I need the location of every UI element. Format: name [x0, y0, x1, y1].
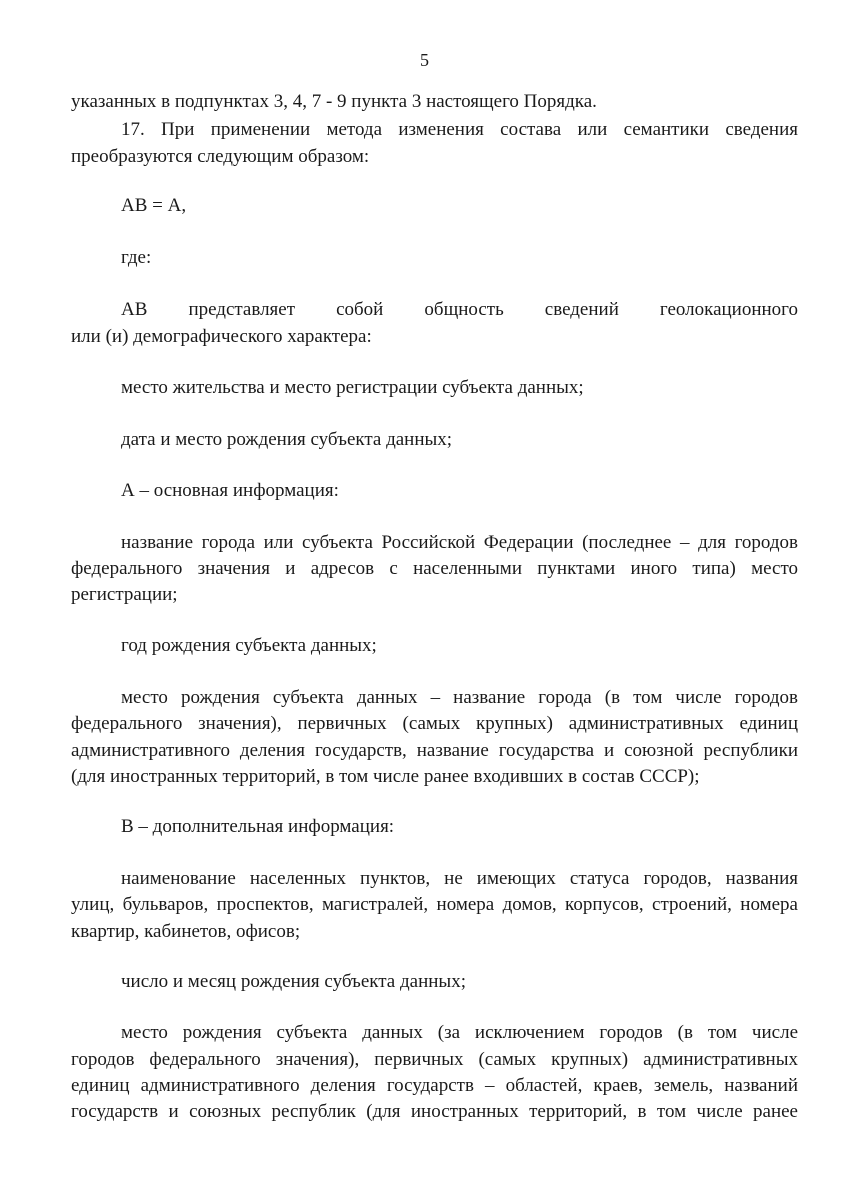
page-number: 5 [420, 50, 429, 70]
text-line: квартир, кабинетов, офисов; [71, 921, 301, 942]
text-line: федерального значения), первичных (самых крупных) административных единиц [71, 713, 798, 734]
list-item: наименование населенных пунктов, не имеющих статуса городов, названия [121, 868, 798, 889]
text-line: или (и) демографического характера: [71, 326, 372, 347]
list-item: место жительства и место регистрации субъекта данных; [121, 377, 584, 398]
text-line: регистрации; [71, 584, 178, 605]
list-item: название города или субъекта Российской Федерации (последнее – для городов [121, 532, 798, 553]
list-item: дата и место рождения субъекта данных; [121, 429, 453, 450]
definition-a: А – основная информация: [121, 480, 339, 501]
list-item: место рождения субъекта данных (за исключением городов (в том числе [121, 1022, 798, 1043]
list-item: год рождения субъекта данных; [121, 635, 377, 656]
paragraph-17-start: 17. При применении метода изменения состава или семантики сведения [121, 119, 798, 140]
text-line: городов федерального значения), первичных (самых крупных) административных [71, 1049, 798, 1070]
text-line: государств и союзных республик (для иностранных территорий, в том числе ранее [71, 1101, 798, 1122]
definition-b: В – дополнительная информация: [121, 816, 395, 837]
text-line: указанных в подпунктах 3, 4, 7 - 9 пункта 3 настоящего Порядка. [71, 91, 597, 112]
list-item: число и месяц рождения субъекта данных; [121, 971, 466, 992]
list-item: место рождения субъекта данных – название города (в том числе городов [121, 687, 798, 708]
text-line: преобразуются следующим образом: [71, 146, 370, 167]
text-line: единиц административного деления государств – областей, краев, земель, названий [71, 1075, 798, 1096]
text-line: где: [121, 247, 152, 268]
formula: АВ = А, [121, 195, 187, 216]
text-line: улиц, бульваров, проспектов, магистралей, номера домов, корпусов, строений, номера [71, 894, 798, 915]
definition-ab: АВ представляет собой общность сведений геолокационного [121, 299, 798, 320]
text-line: административного деления государств, название государства и союзной республики [71, 740, 798, 761]
text-line: федерального значения и адресов с населенными пунктами иного типа) место [71, 558, 798, 579]
text-line: (для иностранных территорий, в том числе ранее входивших в состав СССР); [71, 766, 700, 787]
